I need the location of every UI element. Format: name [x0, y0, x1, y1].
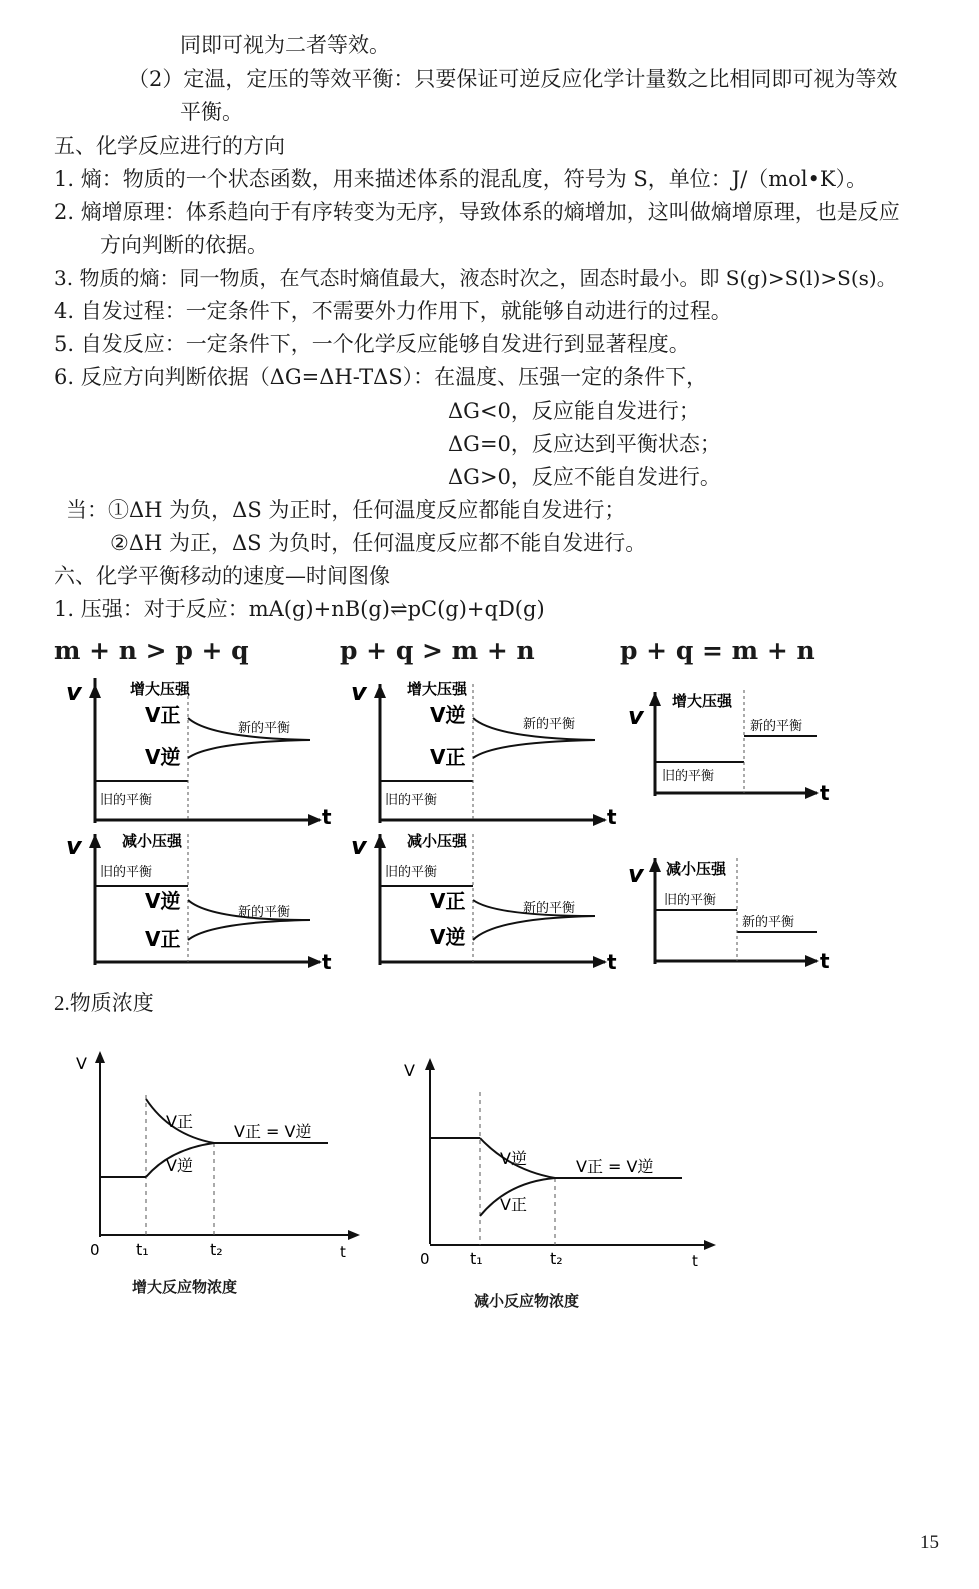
new-eq-label: 新的平衡 [523, 717, 576, 732]
new-eq-label: 新的平衡 [238, 721, 291, 736]
page-number: 15 [920, 1532, 939, 1553]
v-reverse-label: V逆 [145, 745, 181, 769]
change-label: 减小压强 [122, 832, 183, 850]
axis-label: t [820, 781, 830, 805]
old-eq-label: 旧的平衡 [664, 893, 717, 908]
caption-decrease: 减小反应物浓度 [474, 1292, 580, 1310]
condition-label: m + n > p + q [54, 636, 249, 665]
new-eq-label: 新的平衡 [238, 905, 291, 920]
new-eq-label: 新的平衡 [742, 915, 795, 930]
t1-label: t₁ [136, 1240, 149, 1259]
axis-label: v [628, 860, 644, 888]
t2-label: t₂ [550, 1249, 563, 1268]
text-line: ΔG>0，反应不能自发进行。 [448, 465, 721, 489]
axis-label: V [404, 1061, 415, 1080]
pressure-graph-increase-3 [622, 686, 842, 811]
text-line: 2. 熵增原理：体系趋向于有序转变为无序，导致体系的熵增加，这叫做熵增原理，也是反应 [54, 200, 900, 224]
text-line: ②ΔH 为正，ΔS 为负时，任何温度反应都不能自发进行。 [110, 531, 647, 555]
concentration-graph-decrease [400, 1052, 730, 1272]
v-forward-label: V正 [500, 1195, 527, 1214]
axis-label: t [322, 950, 332, 973]
text-line: 6. 反应方向判断依据（ΔG=ΔH-TΔS）：在温度、压强一定的条件下， [54, 365, 708, 389]
condition-label: p + q = m + n [620, 636, 815, 665]
v-reverse-label: V逆 [430, 703, 466, 727]
pressure-graph-increase-2 [345, 678, 625, 828]
v-forward-label: V正 [166, 1112, 193, 1131]
section-heading: 六、化学平衡移动的速度—时间图像 [54, 564, 390, 588]
axis-label: v [351, 832, 367, 860]
old-eq-label: 旧的平衡 [385, 865, 438, 880]
text-line: 1. 熵：物质的一个状态函数，用来描述体系的混乱度，符号为 S，单位：J/（mol•K）。 [54, 167, 868, 191]
v-reverse-label: V逆 [500, 1149, 527, 1168]
equal-label: V正 = V逆 [576, 1157, 654, 1176]
v-reverse-label: V逆 [145, 889, 181, 913]
t2-label: t₂ [210, 1240, 223, 1259]
text-line: 平衡。 [180, 100, 243, 124]
pressure-graph-decrease-2 [345, 828, 625, 973]
equal-label: V正 = V逆 [234, 1122, 312, 1141]
v-forward-label: V正 [430, 745, 466, 769]
caption-increase: 增大反应物浓度 [132, 1278, 238, 1296]
text-line: （2）定温，定压的等效平衡：只要保证可逆反应化学计量数之比相同即可视为等效 [128, 67, 898, 91]
t1-label: t₁ [470, 1249, 483, 1268]
axis-label: t [340, 1243, 346, 1261]
old-eq-label: 旧的平衡 [100, 865, 153, 880]
change-label: 增大压强 [130, 680, 191, 698]
change-label: 减小压强 [666, 860, 727, 878]
change-label: 增大压强 [407, 680, 468, 698]
subsection-label: 2.物质浓度 [54, 991, 154, 1015]
axis-arrow [89, 684, 101, 698]
v-forward-label: V正 [145, 927, 181, 951]
text-line: 1. 压强：对于反应：mA(g)+nB(g)⇌pC(g)+qD(g) [54, 597, 545, 621]
condition-label: p + q > m + n [340, 636, 535, 665]
origin-label: 0 [420, 1250, 430, 1268]
axis-label: t [322, 805, 332, 828]
v-reverse-label: V逆 [166, 1156, 193, 1175]
old-eq-label: 旧的平衡 [662, 769, 715, 784]
new-eq-label: 新的平衡 [750, 719, 803, 734]
axis-label: t [607, 805, 617, 828]
axis-label: v [66, 832, 82, 860]
axis-label: v [66, 678, 82, 706]
text-line: 方向判断的依据。 [100, 233, 268, 257]
concentration-graph-increase [70, 1045, 370, 1265]
text-line: ΔG<0，反应能自发进行； [448, 399, 700, 423]
section-heading: 五、化学反应进行的方向 [54, 134, 285, 158]
origin-label: 0 [90, 1241, 100, 1259]
axis-label: v [351, 678, 367, 706]
old-eq-label: 旧的平衡 [100, 793, 153, 808]
v-forward-label: V正 [430, 889, 466, 913]
pressure-graph-decrease-1 [60, 828, 340, 973]
axis-label: t [692, 1252, 698, 1270]
text-line: 当：①ΔH 为负，ΔS 为正时，任何温度反应都能自发进行； [66, 498, 626, 522]
axis-label: t [820, 949, 830, 972]
pressure-graph-increase-1 [60, 678, 340, 828]
text-line: 同即可视为二者等效。 [180, 33, 390, 57]
old-eq-label: 旧的平衡 [385, 793, 438, 808]
new-eq-label: 新的平衡 [523, 901, 576, 916]
axis-label: t [607, 950, 617, 973]
axis-arrow [308, 814, 322, 826]
axis-label: V [76, 1054, 87, 1073]
pressure-graph-decrease-3 [622, 852, 842, 972]
change-label: 增大压强 [672, 692, 733, 710]
text-line: 3. 物质的熵：同一物质，在气态时熵值最大，液态时次之，固态时最小。即 S(g)>S(l)>S(s)。 [54, 266, 897, 290]
text-line: ΔG=0，反应达到平衡状态； [448, 432, 721, 456]
text-line: 5. 自发反应：一定条件下，一个化学反应能够自发进行到显著程度。 [54, 332, 690, 356]
v-reverse-label: V逆 [430, 925, 466, 949]
text-line: 4. 自发过程：一定条件下，不需要外力作用下，就能够自动进行的过程。 [54, 299, 732, 323]
axis-label: v [628, 702, 644, 730]
v-forward-label: V正 [145, 703, 181, 727]
change-label: 减小压强 [407, 832, 468, 850]
